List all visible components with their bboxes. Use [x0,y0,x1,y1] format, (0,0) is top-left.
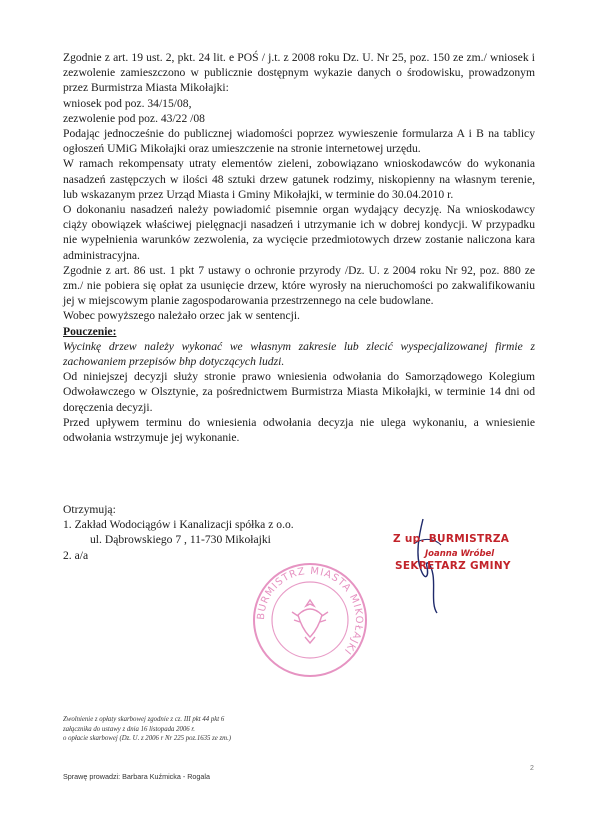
bleed-through-header [482,0,592,22]
signatory-title: SEKRETARZ GMINY [395,560,511,572]
stamp-seal-icon [250,560,370,680]
fee-note-line-2: załącznika do ustawy z dnia 16 listopada 2006 r. [63,725,195,733]
stamp-text: BURMISTRZ MIASTA MIKOŁAJKI [255,565,365,657]
fees-paragraph: Zgodnie z art. 86 ust. 1 pkt 7 ustawy o ochronie przyrody /Dz. U. z 2004 roku Nr 92, poz. 880 ze zm./ nie pobiera się opłat za usunięcie drzew, które wyrosły na nieruchomości po zakwalifikowaniu jej w miejscowym planie zagospodarowania przestrzennego na cele budowlane. [63,263,535,308]
recipient-1: 1. Zakład Wodociągów i Kanalizacji spółka z o.o. [63,518,294,532]
signature-line-1: Z up. BURMISTRZA [393,533,510,545]
fee-note-line-3: o opłacie skarbowej (Dz. U. z 2006 r Nr 225 poz.1635 ze zm.) [63,735,232,742]
signature-block [385,515,545,615]
instruction-heading: Pouczenie: [63,324,117,338]
application-entry: wniosek pod poz. 34/15/08, [63,96,192,110]
recipient-1-address: ul. Dąbrowskiego 7 , 11-730 Mikołajki [90,533,271,547]
recipients-list [63,502,363,563]
publication-paragraph: Podając jednocześnie do publicznej wiadomości poprzez wywieszenie formularza A i B na tablicy ogłoszeń UMiG Mikołajki oraz umieszczenie na stronie internetowej urzędu. [63,127,535,156]
appeal-paragraph: Od niniejszej decyzji służy stronie prawo wniesienia odwołania do Samorządowego Kolegium Odwoławczego w Olsztynie, za pośrednictwem Burmistrza Miasta Mikołajki, w terminie 14 dni od doręczenia decyzji. [63,370,535,414]
enforcement-paragraph: Przed upływem terminu do wniesienia odwołania decyzja nie ulega wykonaniu, a wniesienie odwołania wstrzymuje jej wykonanie. [63,415,535,445]
signatory-name: Joanna Wróbel [425,549,495,559]
page-mark: 2 [530,765,534,772]
recipient-2: 2. a/a [63,548,89,562]
fee-note-line-1: Zwolnienie z opłaty skarbowej zgodnie z cz. III pkt 44 pkt 6 [63,716,225,723]
compensation-paragraph: W ramach rekompensaty utraty elementów zieleni, zobowiązano wnioskodawców do wykonania nasadzeń zastępczych w ilości 48 sztuki drzew gatunek rodzimy, niskopienny na własnym terenie, lub wskazanym przez Urząd Miasta i Gminy Mikołajki, w terminie do 30.04.2010 r. [63,157,535,201]
permit-entry: zezwolenie pod poz. 43/22 /08 [63,111,205,125]
fee-exemption-note [63,715,323,744]
prepared-by: Sprawę prowadzi: Barbara Kuźmicka - Rogala [63,772,211,781]
recipients-heading: Otrzymują: [63,503,116,516]
ruling-paragraph: Wobec powyższego należało orzec jak w sentencji. [63,309,300,323]
felling-instruction: Wycinkę drzew należy wykonać we własnym zakresie lub zlecić wyspecjalizowanej firmie z zachowaniem przepisów bhp dotyczących ludzi. [63,339,535,369]
decision-body [63,50,535,445]
notification-paragraph: O dokonaniu nasadzeń należy powiadomić pisemnie organ wydający decyzję. Na wnioskodawcy ciąży obowiązek właściwej pielęgnacji nasadzeń i utrzymanie ich w dobrej kondycji. W przypadku nie wypełnienia warunków zezwolenia, za wycięcie przedmiotowych drzew zostanie naliczona kara administracyjna. [63,203,535,262]
official-round-stamp [250,560,370,680]
legal-basis-paragraph: Zgodnie z art. 19 ust. 2, pkt. 24 lit. e POŚ / j.t. z 2008 roku Dz. U. Nr 25, poz. 150 ze zm./ wniosek i zezwolenie zamieszczono w publicznie dostępnym wykazie danych o środowisku, prowadzonym przez Burmistrza Miasta Mikołajki: [63,51,535,95]
